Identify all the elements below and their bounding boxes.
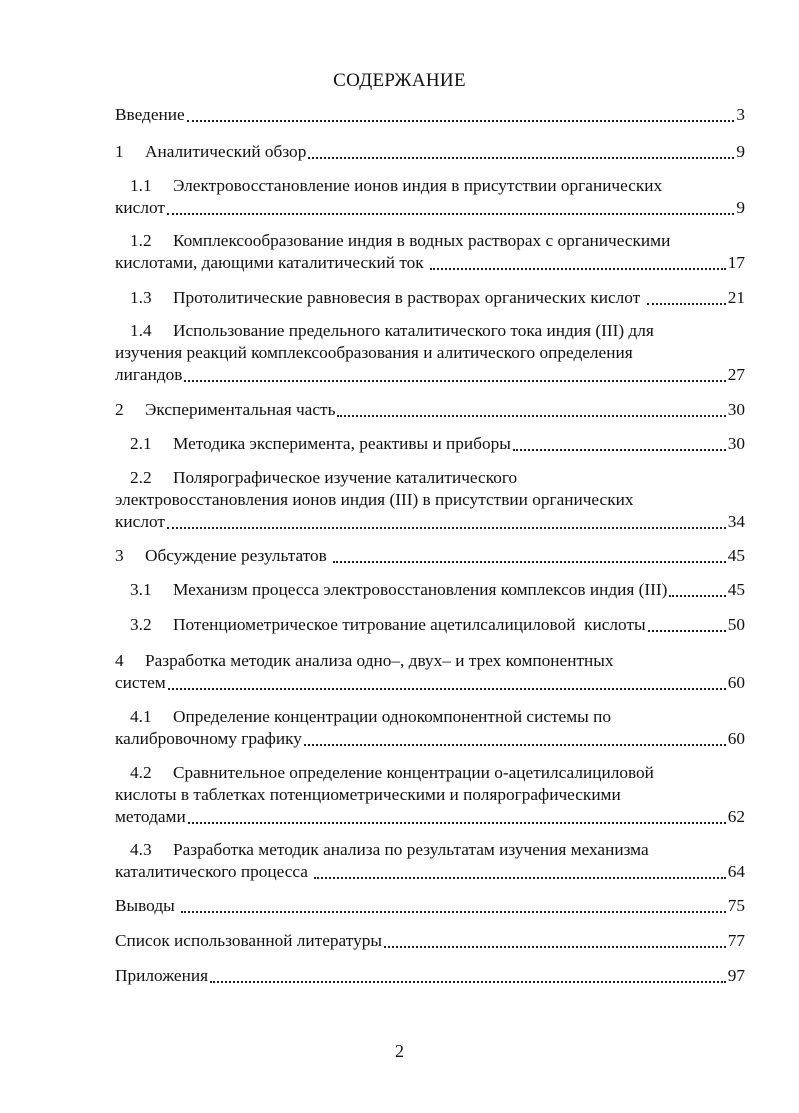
dot-leader xyxy=(210,980,726,983)
page-title: СОДЕРЖАНИЕ xyxy=(333,70,466,91)
toc-page-number: 77 xyxy=(727,931,745,950)
toc-entry-section-2-1[interactable] xyxy=(130,433,745,455)
toc-entry-text-line1: Определение концентрации однокомпонентной системы по xyxy=(173,707,611,726)
section-number: 1.1 xyxy=(130,176,152,195)
toc-entry-text: Экспериментальная часть xyxy=(145,400,336,419)
toc-entry-section-1-2[interactable] xyxy=(115,230,745,274)
toc-entry-text-line1: Комплексообразование индия в водных растворах с органическими xyxy=(173,231,671,250)
toc-entry-references[interactable] xyxy=(115,930,745,952)
toc-entry-text: Методика эксперимента, реактивы и приборы xyxy=(173,434,511,453)
toc-entry-text: Приложения xyxy=(115,966,209,985)
toc-entry-text: Протолитические равновесия в растворах органических кислот xyxy=(173,288,645,307)
section-number: 4 xyxy=(115,651,124,670)
dot-leader xyxy=(430,267,726,270)
dot-leader xyxy=(648,629,726,632)
toc-entry-appendices[interactable] xyxy=(115,965,745,987)
toc-entry-introduction[interactable] xyxy=(115,104,745,126)
toc-entry-section-1[interactable] xyxy=(115,141,745,163)
section-number: 3.2 xyxy=(130,615,152,634)
toc-page-number: 75 xyxy=(727,896,745,915)
toc-entry-text-line3: кислот xyxy=(115,512,165,531)
toc-entry-text-line2: изучения реакций комплексообразования и алитического определения xyxy=(115,343,633,362)
toc-entry-conclusions[interactable] xyxy=(115,895,745,917)
toc-page-number: 64 xyxy=(727,862,745,881)
toc-entry-section-4-1[interactable] xyxy=(115,706,745,750)
toc-entry-text-line1: Разработка методик анализа по результатам изучения механизма xyxy=(173,840,649,859)
section-number: 2.2 xyxy=(130,468,152,487)
dot-leader xyxy=(181,910,726,913)
section-number: 1.3 xyxy=(130,288,152,307)
dot-leader xyxy=(308,156,734,159)
toc-page-number: 60 xyxy=(727,729,745,748)
toc-entry-text: Механизм процесса электровосстановления комплексов индия (III) xyxy=(173,580,668,599)
dot-leader xyxy=(188,821,726,824)
dot-leader xyxy=(167,212,734,215)
toc-entry-text-line1: Полярографическое изучение каталитического xyxy=(173,468,518,487)
toc-entry-text: Аналитический обзор xyxy=(145,142,307,161)
toc-entry-text-line1: Сравнительное определение концентрации о-ацетилсалициловой xyxy=(173,763,654,782)
toc-entry-text: Потенциометрическое титрование ацетилсалициловой кислоты xyxy=(173,615,646,634)
toc-entry-text: Введение xyxy=(115,105,185,124)
toc-page-number: 50 xyxy=(727,615,745,634)
toc-entry-section-2-2[interactable] xyxy=(115,467,745,533)
toc-entry-text: Обсуждение результатов xyxy=(145,546,332,565)
section-number: 4.3 xyxy=(130,840,152,859)
toc-entry-text: Выводы xyxy=(115,896,180,915)
toc-page-number: 45 xyxy=(727,580,745,599)
toc-entry-text-line1: Электровосстановление ионов индия в присутствии органических xyxy=(173,176,663,195)
toc-entry-text-line2: систем xyxy=(115,673,166,692)
section-number: 4.1 xyxy=(130,707,152,726)
dot-leader xyxy=(187,119,735,122)
dot-leader xyxy=(168,687,726,690)
toc-entry-text-line1: Разработка методик анализа одно–, двух– и трех компонентных xyxy=(145,651,614,670)
dot-leader xyxy=(513,448,726,451)
toc-page-number: 34 xyxy=(727,512,745,531)
toc-entry-section-1-3[interactable] xyxy=(130,287,745,309)
section-number: 3.1 xyxy=(130,580,152,599)
toc-page-number: 21 xyxy=(727,288,745,307)
section-number: 2.1 xyxy=(130,434,152,453)
toc-page-number: 3 xyxy=(736,105,745,124)
toc-entry-section-3[interactable] xyxy=(115,545,745,567)
toc-entry-text-line1: Использование предельного каталитического тока индия (III) для xyxy=(173,321,654,340)
section-number: 3 xyxy=(115,546,124,565)
dot-leader xyxy=(333,560,726,563)
toc-page-number: 27 xyxy=(727,365,745,384)
toc-page-number: 60 xyxy=(727,673,745,692)
dot-leader xyxy=(669,594,725,597)
toc-entry-text-line2: калибровочному графику xyxy=(115,729,302,748)
toc-page-number: 97 xyxy=(727,966,745,985)
toc-entry-text-line2: каталитического процесса xyxy=(115,862,313,881)
toc-page-number: 17 xyxy=(727,253,745,272)
toc-page-number: 30 xyxy=(727,434,745,453)
page-number: 2 xyxy=(395,1041,404,1061)
dot-leader xyxy=(167,526,726,529)
toc-entry-section-2[interactable] xyxy=(115,399,745,421)
toc-entry-text: Список использованной литературы xyxy=(115,931,382,950)
toc-entry-section-1-1[interactable] xyxy=(115,175,745,219)
toc-entry-section-1-4[interactable] xyxy=(115,320,745,386)
toc-entry-text-line3: методами xyxy=(115,807,186,826)
toc-page-number: 30 xyxy=(727,400,745,419)
dot-leader xyxy=(647,302,726,305)
section-number: 4.2 xyxy=(130,763,152,782)
toc-page-number: 62 xyxy=(727,807,745,826)
toc-entry-text-line2: кислот xyxy=(115,198,165,217)
section-number: 2 xyxy=(115,400,124,419)
dot-leader xyxy=(384,945,726,948)
toc-entry-section-3-2[interactable] xyxy=(130,614,745,636)
toc-entry-text-line3: лигандов xyxy=(115,365,183,384)
toc-entry-text-line2: кислоты в таблетках потенциометрическими и полярографическими xyxy=(115,785,621,804)
section-number: 1 xyxy=(115,142,124,161)
toc-entry-section-4-3[interactable] xyxy=(115,839,745,883)
toc-entry-section-4[interactable] xyxy=(115,650,745,694)
dot-leader xyxy=(304,743,726,746)
toc-entry-text-line2: кислотами, дающими каталитический ток xyxy=(115,253,429,272)
dot-leader xyxy=(314,876,725,879)
dot-leader xyxy=(184,379,725,382)
toc-page-number: 9 xyxy=(736,198,745,217)
section-number: 1.4 xyxy=(130,321,152,340)
toc-page-number: 45 xyxy=(727,546,745,565)
toc-entry-text-line2: электровосстановления ионов индия (III) в присутствии органических xyxy=(115,490,634,509)
toc-entry-section-4-2[interactable] xyxy=(115,762,745,828)
section-number: 1.2 xyxy=(130,231,152,250)
dot-leader xyxy=(337,414,725,417)
toc-page-number: 9 xyxy=(736,142,745,161)
toc-entry-section-3-1[interactable] xyxy=(130,579,745,601)
